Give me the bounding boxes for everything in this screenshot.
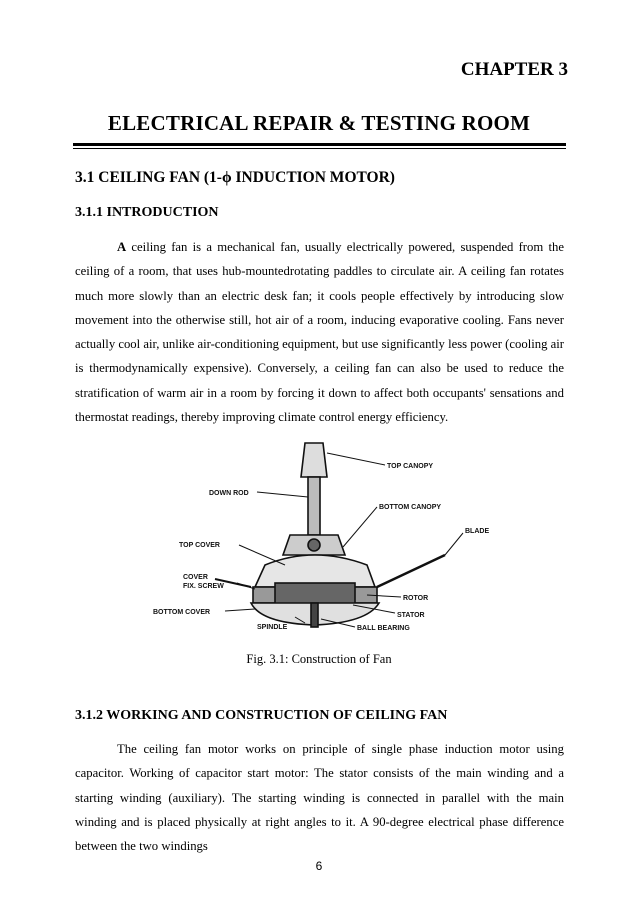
label-rotor: ROTOR — [403, 595, 429, 602]
page-number: 6 — [315, 859, 323, 873]
label-cover: COVER — [183, 574, 208, 581]
working-heading: 3.1.2 WORKING AND CONSTRUCTION OF CEILING FAN — [75, 708, 448, 723]
title-rule-thick — [73, 143, 566, 146]
label-top-canopy: TOP CANOPY — [387, 463, 434, 470]
intro-heading: 3.1.1 INTRODUCTION — [75, 205, 219, 220]
label-ball-bearing: BALL BEARING — [357, 625, 410, 632]
chapter-title: ELECTRICAL REPAIR & TESTING ROOM — [107, 111, 531, 135]
figure-caption: Fig. 3.1: Construction of Fan — [246, 652, 392, 666]
ceiling-fan-diagram — [145, 437, 505, 633]
label-spindle: SPINDLE — [257, 624, 288, 631]
label-down-rod: DOWN ROD — [209, 490, 249, 497]
title-rule-thin — [73, 148, 566, 149]
label-stator: STATOR — [397, 612, 425, 619]
chapter-label: CHAPTER 3 — [460, 59, 568, 80]
label-top-cover: TOP COVER — [179, 542, 220, 549]
intro-lead-word: A — [117, 240, 127, 254]
intro-body: ceiling fan is a mechanical fan, usually electrically powered, suspended from the ceiling of a room, that uses hub-mountedrotating paddles to circulate air. A ceiling fan rotates much more slowly than an electric desk fan; it cools people effectively by introducing slow movement into the otherwise still, hot air of a room, inducing evaporative cooling. Fans never actually cool air, unlike air-conditioning equipment, but use significantly less power (cooling air is thermodynamically expensive). Conversely, a ceiling fan can also be used to reduce the stratification of warm air in a room by forcing it down to affect both occupants' sensations and thermostat readings, thereby improving climate control energy efficiency. — [75, 240, 564, 425]
section-heading: 3.1 CEILING FAN (1-ϕ INDUCTION MOTOR) — [75, 169, 395, 186]
label-fix-screw: FIX. SCREW — [183, 583, 224, 590]
label-bottom-canopy: BOTTOM CANOPY — [379, 504, 442, 511]
label-blade: BLADE — [465, 528, 490, 535]
label-bottom-cover: BOTTOM COVER — [153, 609, 211, 616]
working-paragraph — [75, 737, 564, 858]
working-body: The ceiling fan motor works on principle of single phase induction motor using capacitor. Working of capacitor start motor: The stator consists of the main winding and a starting winding (auxiliary). The starting winding is connected in parallel with the main winding and is placed physically at right angles to it. A 90-degree electrical phase difference between the two windings — [75, 742, 564, 854]
intro-paragraph — [75, 235, 564, 429]
